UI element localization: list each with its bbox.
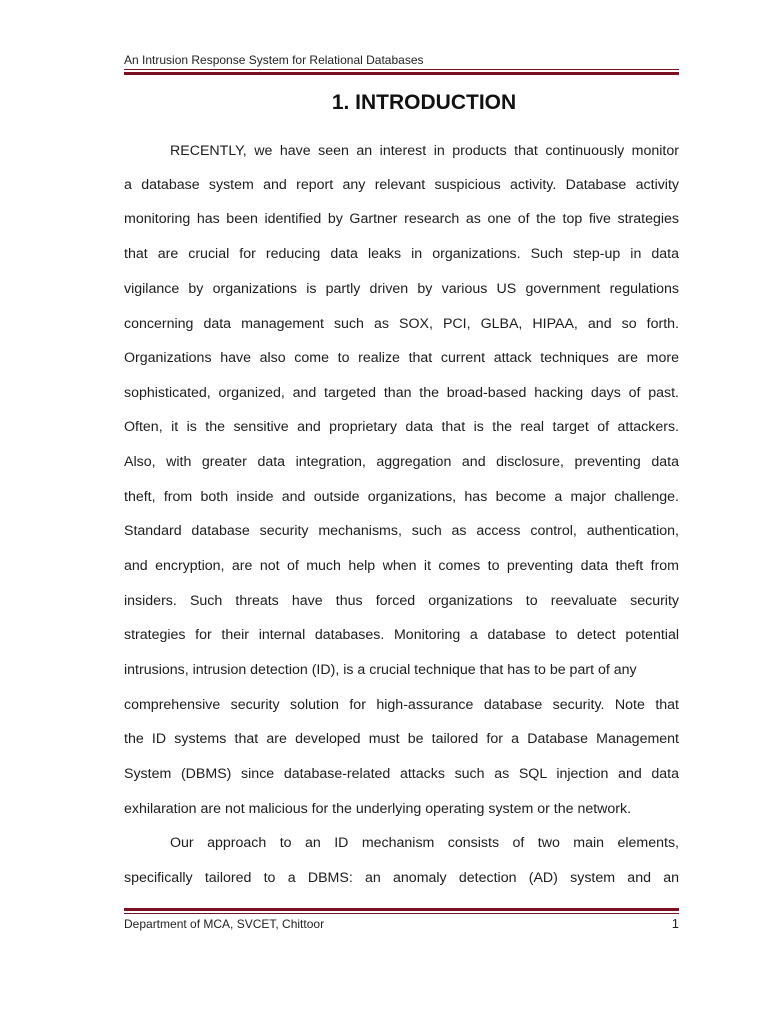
footer-rule-thick xyxy=(124,908,679,911)
body-line: comprehensive security solution for high-assurance database security. Note that xyxy=(124,697,679,713)
body-line: exhilaration are not malicious for the underlying operating system or the network. xyxy=(124,801,632,817)
footer-department: Department of MCA, SVCET, Chittoor xyxy=(124,917,325,931)
body-line: Our approach to an ID mechanism consists of two main elements, xyxy=(170,835,679,851)
section-heading: 1. INTRODUCTION xyxy=(331,91,517,114)
body-line: Organizations have also come to realize that current attack techniques are more xyxy=(124,350,679,366)
page-header-title: An Intrusion Response System for Relational Databases xyxy=(124,53,424,67)
body-line: concerning data management such as SOX, PCI, GLBA, HIPAA, and so forth. xyxy=(124,316,679,332)
page-number: 1 xyxy=(671,916,679,931)
body-line: that are crucial for reducing data leaks in organizations. Such step-up in data xyxy=(124,246,679,262)
body-line: System (DBMS) since database-related attacks such as SQL injection and data xyxy=(124,766,679,782)
body-line: a database system and report any relevant suspicious activity. Database activity xyxy=(124,177,679,193)
header-rule-thin xyxy=(124,69,679,70)
body-line: intrusions, intrusion detection (ID), is a crucial technique that has to be part of any xyxy=(124,662,637,678)
body-line: Standard database security mechanisms, such as access control, authentication, xyxy=(124,523,679,539)
body-line: strategies for their internal databases. Monitoring a database to detect potential xyxy=(124,627,679,643)
body-line: Also, with greater data integration, aggregation and disclosure, preventing data xyxy=(124,454,679,470)
body-line: and encryption, are not of much help when it comes to preventing data theft from xyxy=(124,558,679,574)
body-line: the ID systems that are developed must be tailored for a Database Management xyxy=(124,731,679,747)
body-line: monitoring has been identified by Gartner research as one of the top five strategies xyxy=(124,211,679,227)
body-line: theft, from both inside and outside organizations, has become a major challenge. xyxy=(124,489,679,505)
body-line: vigilance by organizations is partly driven by various US government regulations xyxy=(124,281,679,297)
footer-rule-thin xyxy=(124,913,679,914)
body-line: Often, it is the sensitive and proprietary data that is the real target of attackers. xyxy=(124,419,679,435)
body-line: RECENTLY, we have seen an interest in products that continuously monitor xyxy=(170,143,679,159)
body-line: sophisticated, organized, and targeted than the broad-based hacking days of past. xyxy=(124,385,679,401)
header-rule-thick xyxy=(124,72,679,75)
body-line: insiders. Such threats have thus forced organizations to reevaluate security xyxy=(124,593,679,609)
body-line: specifically tailored to a DBMS: an anomaly detection (AD) system and an xyxy=(124,870,679,886)
